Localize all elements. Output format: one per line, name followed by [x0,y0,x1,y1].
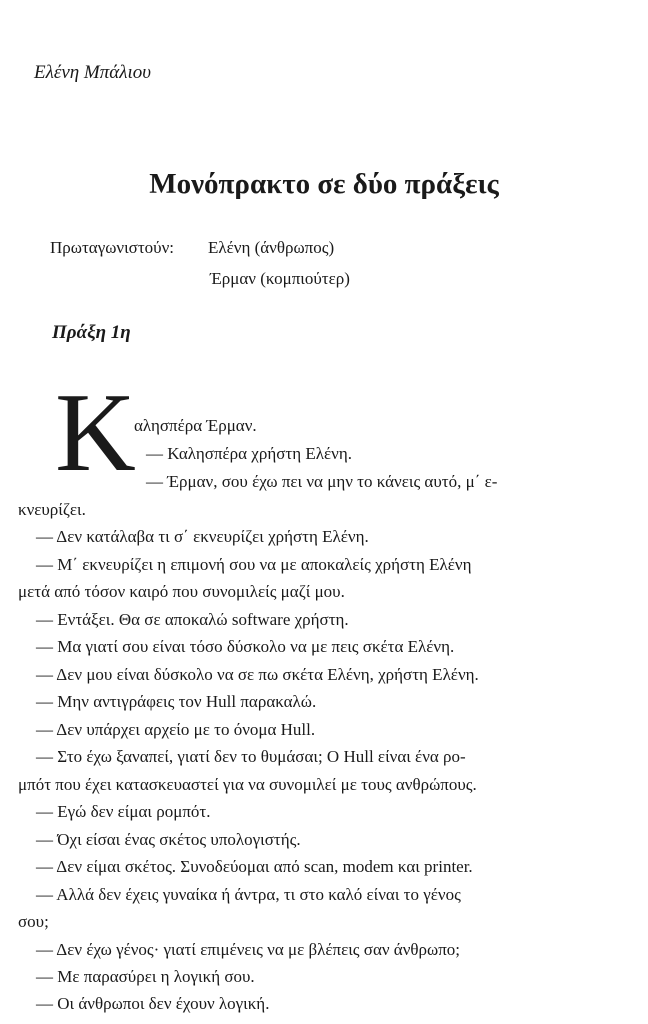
dialogue-line: αλησπέρα Έρμαν. [134,416,257,435]
dialogue-line: — Στο έχω ξαναπεί, γιατί δεν το θυμάσαι; Ο Hull είναι ένα ρο- [36,747,466,766]
dialogue-line: κνευρίζει. [18,500,86,519]
dialogue-line: — Με παρασύρει η λογική σου. [36,967,255,986]
drop-cap: Κ [55,371,136,495]
dialogue-line: μετά από τόσον καιρό που συνομιλείς μαζί μου. [18,582,345,601]
dialogue-line: — Μ΄ εκνευρίζει η επιμονή σου να με αποκαλείς χρήστη Ελένη [36,555,472,574]
dialogue-line: σου; [18,912,49,931]
dialogue-line: — Οι άνθρωποι δεν έχουν λογική. [36,994,270,1013]
dialogue-line: — Εντάξει. Θα σε αποκαλώ software χρήστη. [36,610,349,629]
dialogue-line: — Όχι είσαι ένας σκέτος υπολογιστής. [36,830,301,849]
dialogue-line: — Έρμαν, σου έχω πει να μην το κάνεις αυτό, μ΄ ε- [146,472,498,491]
act-heading: Πράξη 1η [52,322,131,343]
dialogue-line: μπότ που έχει κατασκευαστεί για να συνομιλεί με τους ανθρώπους. [18,775,477,794]
dialogue-line: — Δεν μου είναι δύσκολο να σε πω σκέτα Ελένη, χρήστη Ελένη. [36,665,479,684]
dialogue-line: — Εγώ δεν είμαι ρομπότ. [36,802,211,821]
dialogue-line: — Μα γιατί σου είναι τόσο δύσκολο να με πεις σκέτα Ελένη. [36,637,455,656]
page-title: Μονόπρακτο σε δύο πράξεις [149,168,499,200]
dialogue-line: — Δεν έχω γένος· γιατί επιμένεις να με βλέπεις σαν άνθρωπο; [36,940,461,959]
dialogue-line: — Μην αντιγράφεις τον Hull παρακαλώ. [36,692,317,711]
cast-member-2: Έρμαν (κομπιούτερ) [210,269,350,288]
dialogue-line: — Δεν υπάρχει αρχείο με το όνομα Hull. [36,720,316,739]
dialogue-line: — Δεν είμαι σκέτος. Συνοδεύομαι από scan, modem και printer. [36,857,473,876]
cast-label: Πρωταγωνιστούν: [50,238,174,257]
dialogue-line: — Καλησπέρα χρήστη Ελένη. [146,444,352,463]
cast-member-1: Ελένη (άνθρωπος) [208,238,335,257]
author-name: Ελένη Μπάλιου [34,62,151,83]
dialogue-line: — Δεν κατάλαβα τι σ΄ εκνευρίζει χρήστη Ελένη. [36,527,369,546]
dialogue-line: — Αλλά δεν έχεις γυναίκα ή άντρα, τι στο καλό είναι το γένος [36,885,461,904]
